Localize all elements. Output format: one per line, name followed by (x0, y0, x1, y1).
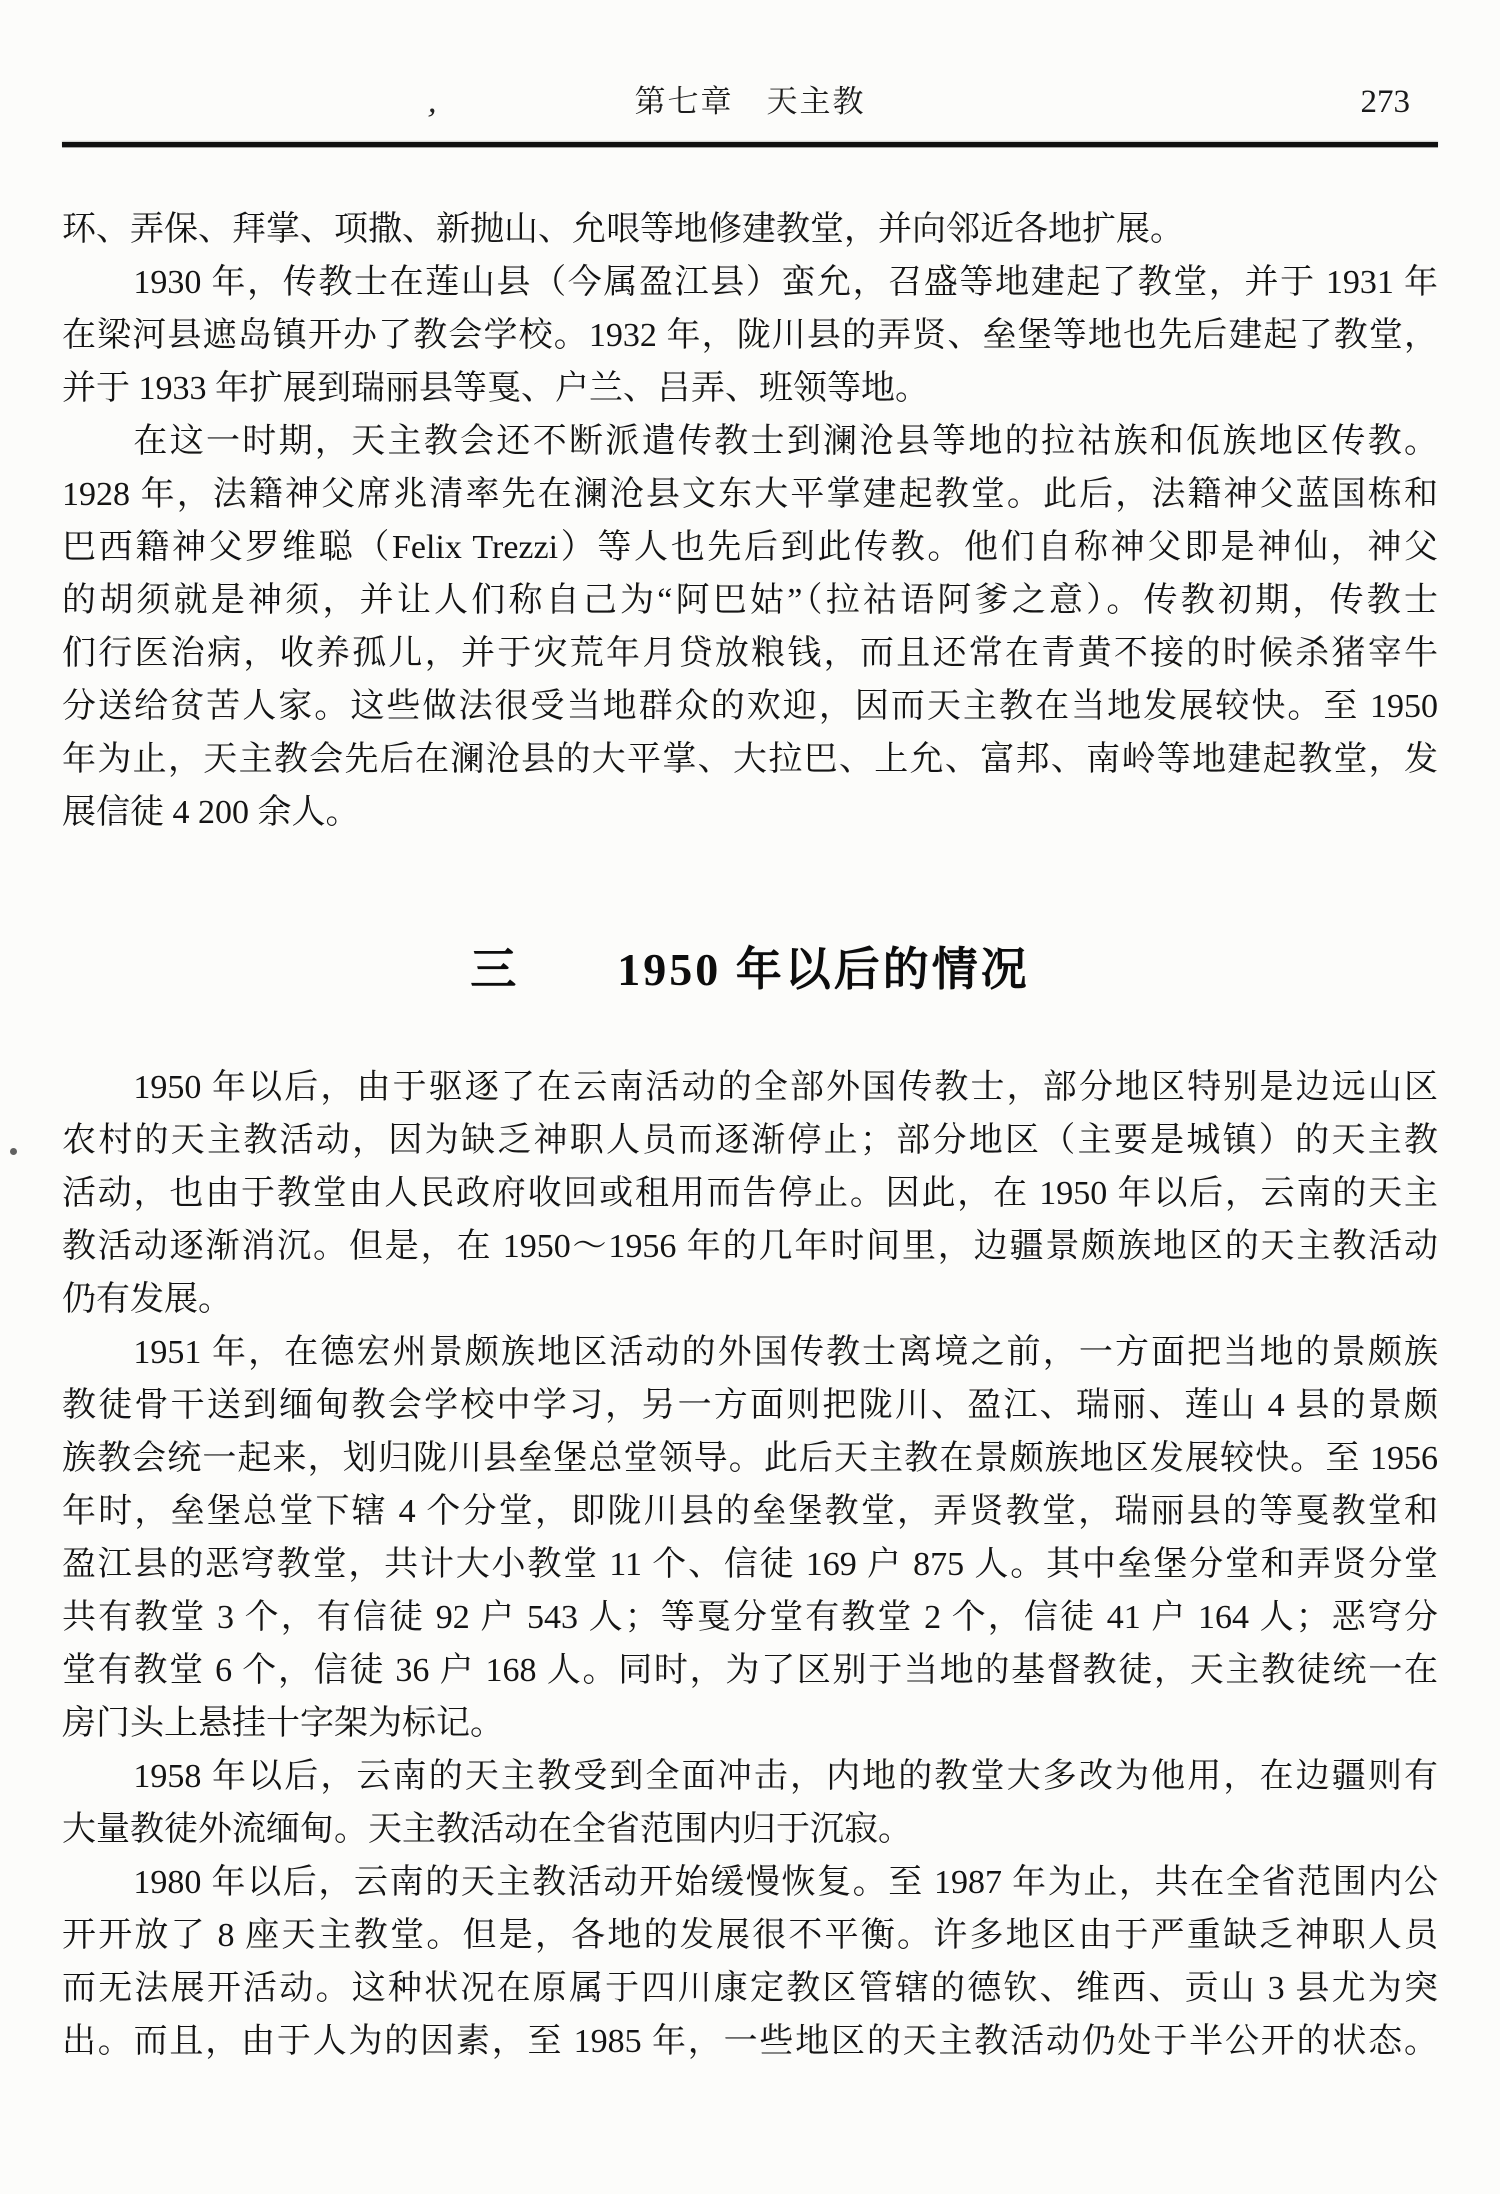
text-line: 年时，垒堡总堂下辖 4 个分堂，即陇川县的垒堡教堂，弄贤教堂，瑞丽县的等戛教堂和 (62, 1493, 1438, 1530)
text-line: 教活动逐渐消沉。但是，在 1950～1956 年的几年时间里，边疆景颇族地区的天主教活动 (62, 1228, 1438, 1265)
text-line: 盈江县的恶穹教堂，共计大小教堂 11 个、信徒 169 户 875 人。其中垒堡分堂和弄贤分堂 (62, 1546, 1438, 1583)
scan-artifact-mark: ’ (422, 101, 439, 140)
text-line: 展信徒 4 200 余人。 (62, 794, 360, 831)
text-line: 1930 年，传教士在莲山县（今属盈江县）蛮允，召盛等地建起了教堂，并于 1931 年 (133, 264, 1438, 301)
text-line: 族教会统一起来，划归陇川县垒堡总堂领导。此后天主教在景颇族地区发展较快。至 1956 (62, 1440, 1438, 1477)
text-line: 堂有教堂 6 个，信徒 36 户 168 人。同时，为了区别于当地的基督教徒，天主教徒统一在 (62, 1652, 1438, 1689)
text-line: 出。而且，由于人为的因素，至 1985 年，一些地区的天主教活动仍处于半公开的状态。 (62, 2023, 1438, 2060)
text-line: 分送给贫苦人家。这些做法很受当地群众的欢迎，因而天主教在当地发展较快。至 1950 (62, 688, 1438, 725)
body-block-1 (62, 203, 1438, 839)
chapter-title: 第七章 天主教 (634, 84, 866, 119)
text-line: 1980 年以后，云南的天主教活动开始缓慢恢复。至 1987 年为止，共在全省范围内公 (133, 1864, 1438, 1901)
text-line: 在这一时期，天主教会还不断派遣传教士到澜沧县等地的拉祜族和佤族地区传教。 (133, 423, 1438, 460)
text-line: 在梁河县遮岛镇开办了教会学校。1932 年，陇川县的弄贤、垒堡等地也先后建起了教堂， (62, 317, 1438, 354)
text-line: 1958 年以后，云南的天主教受到全面冲击，内地的教堂大多改为他用，在边疆则有 (133, 1758, 1438, 1795)
text-line: 并于 1933 年扩展到瑞丽县等戛、户兰、吕弄、班领等地。 (62, 370, 929, 407)
text-line: 巴西籍神父罗维聪（Felix Trezzi）等人也先后到此传教。他们自称神父即是神仙，神父 (62, 529, 1438, 566)
text-line: 教徒骨干送到缅甸教会学校中学习，另一方面则把陇川、盈江、瑞丽、莲山 4 县的景颇 (62, 1387, 1438, 1424)
body-block-2 (62, 1061, 1438, 2068)
text-line: 大量教徒外流缅甸。天主教活动在全省范围内归于沉寂。 (62, 1811, 912, 1848)
text-line: 而无法展开活动。这种状况在原属于四川康定教区管辖的德钦、维西、贡山 3 县尤为突 (62, 1970, 1438, 2007)
text-line: 共有教堂 3 个，有信徒 92 户 543 人；等戛分堂有教堂 2 个，信徒 41 户 164 人；恶穹分 (62, 1599, 1438, 1636)
text-line: 开开放了 8 座天主教堂。但是，各地的发展很不平衡。许多地区由于严重缺乏神职人员 (62, 1917, 1438, 1954)
text-line: 环、弄保、拜掌、项撒、新抛山、允哏等地修建教堂，并向邻近各地扩展。 (62, 211, 1184, 248)
text-line: 仍有发展。 (62, 1281, 232, 1318)
page-number: 273 (1360, 84, 1410, 120)
header-divider-line (62, 142, 1438, 147)
text-line: 活动，也由于教堂由人民政府收回或租用而告停止。因此，在 1950 年以后，云南的天主 (62, 1175, 1438, 1212)
scan-speck (10, 1148, 17, 1155)
text-line: 们行医治病，收养孤儿，并于灾荒年月贷放粮钱，而且还常在青黄不接的时候杀猪宰牛 (62, 635, 1438, 672)
text-line: 年为止，天主教会先后在澜沧县的大平掌、大拉巴、上允、富邦、南岭等地建起教堂，发 (62, 741, 1438, 778)
text-line: 房门头上悬挂十字架为标记。 (62, 1705, 504, 1742)
text-line: 1951 年，在德宏州景颇族地区活动的外国传教士离境之前，一方面把当地的景颇族 (133, 1334, 1438, 1371)
page-header (62, 76, 1438, 140)
text-line: 1928 年，法籍神父席兆清率先在澜沧县文东大平掌建起教堂。此后，法籍神父蓝国栋和 (62, 476, 1438, 513)
text-line: 1950 年以后，由于驱逐了在云南活动的全部外国传教士，部分地区特别是边远山区 (133, 1069, 1438, 1106)
text-line: 的胡须就是神须，并让人们称自己为“阿巴姑”（拉祜语阿爹之意）。传教初期，传教士 (62, 582, 1438, 619)
section-heading: 三 1950 年以后的情况 (470, 944, 1030, 995)
text-line: 农村的天主教活动，因为缺乏神职人员而逐渐停止；部分地区（主要是城镇）的天主教 (62, 1122, 1438, 1159)
